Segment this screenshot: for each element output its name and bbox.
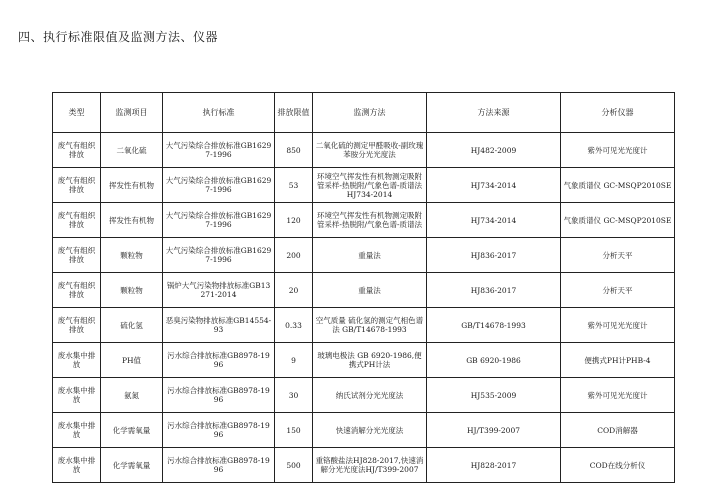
cell-limit: 0.33	[275, 308, 313, 343]
cell-source: HJ535-2009	[427, 378, 561, 413]
cell-item: 挥发性有机物	[101, 203, 163, 238]
cell-standard: 污水综合排放标准GB8978-1996	[163, 448, 275, 483]
cell-instrument: 紫外可见光光度计	[561, 133, 675, 168]
cell-standard: 大气污染综合排放标准GB16297-1996	[163, 238, 275, 273]
table-row	[53, 378, 675, 413]
table-row	[53, 413, 675, 448]
header-standard: 执行标准	[163, 93, 275, 133]
cell-source: HJ734-2014	[427, 203, 561, 238]
standards-table	[52, 92, 675, 483]
cell-method: 二氧化硫的测定甲醛吸收-副玫瑰苯胺分光光度法	[313, 133, 427, 168]
cell-item: 颗粒物	[101, 273, 163, 308]
cell-method: 重铬酸盐法HJ828-2017,快速消解分光光度法HJ/T399-2007	[313, 448, 427, 483]
cell-standard: 恶臭污染物排放标准GB14554-93	[163, 308, 275, 343]
cell-instrument: 气象质谱仪 GC-MSQP2010SE	[561, 203, 675, 238]
cell-item: 化学需氧量	[101, 448, 163, 483]
table-row	[53, 308, 675, 343]
cell-type: 废水集中排放	[53, 378, 101, 413]
cell-source: HJ/T399-2007	[427, 413, 561, 448]
cell-standard: 大气污染综合排放标准GB16297-1996	[163, 133, 275, 168]
cell-standard: 大气污染综合排放标准GB16297-1996	[163, 168, 275, 203]
table-row	[53, 133, 675, 168]
cell-instrument: 紫外可见光光度计	[561, 308, 675, 343]
cell-type: 废水集中排放	[53, 343, 101, 378]
table-row	[53, 168, 675, 203]
section-heading: 四、执行标准限值及监测方法、仪器	[18, 30, 219, 44]
cell-method: 重量法	[313, 238, 427, 273]
cell-method: 环境空气挥发性有机物测定吸附管采样-热脱附/气象色谱-质谱法HJ734-2014	[313, 168, 427, 203]
cell-instrument: 分析天平	[561, 238, 675, 273]
cell-type: 废气有组织排放	[53, 168, 101, 203]
header-limit: 排放限值	[275, 93, 313, 133]
cell-limit: 9	[275, 343, 313, 378]
cell-limit: 53	[275, 168, 313, 203]
cell-limit: 150	[275, 413, 313, 448]
cell-standard: 大气污染综合排放标准GB16297-1996	[163, 203, 275, 238]
header-method: 监测方法	[313, 93, 427, 133]
cell-source: HJ482-2009	[427, 133, 561, 168]
cell-limit: 120	[275, 203, 313, 238]
table-row	[53, 238, 675, 273]
cell-instrument: 紫外可见光光度计	[561, 378, 675, 413]
cell-source: HJ734-2014	[427, 168, 561, 203]
cell-type: 废气有组织排放	[53, 133, 101, 168]
cell-limit: 850	[275, 133, 313, 168]
header-source: 方法来源	[427, 93, 561, 133]
cell-method: 快速消解分光光度法	[313, 413, 427, 448]
cell-method: 空气质量 硫化氢的测定气相色谱法 GB/T14678-1993	[313, 308, 427, 343]
cell-instrument: COD在线分析仪	[561, 448, 675, 483]
header-row	[53, 93, 675, 133]
cell-type: 废气有组织排放	[53, 308, 101, 343]
cell-item: 二氧化硫	[101, 133, 163, 168]
cell-source: GB 6920-1986	[427, 343, 561, 378]
cell-standard: 污水综合排放标准GB8978-1996	[163, 413, 275, 448]
cell-method: 环境空气挥发性有机物测定吸附管采样-热脱附/气象色谱-质谱法	[313, 203, 427, 238]
cell-item: 氨氮	[101, 378, 163, 413]
cell-standard: 污水综合排放标准GB8978-1996	[163, 343, 275, 378]
cell-type: 废气有组织排放	[53, 238, 101, 273]
cell-source: GB/T14678-1993	[427, 308, 561, 343]
cell-instrument: COD消解器	[561, 413, 675, 448]
cell-type: 废气有组织排放	[53, 273, 101, 308]
header-type: 类型	[53, 93, 101, 133]
cell-item: 颗粒物	[101, 238, 163, 273]
cell-method: 重量法	[313, 273, 427, 308]
cell-instrument: 便携式PH计PHB-4	[561, 343, 675, 378]
cell-source: HJ836-2017	[427, 238, 561, 273]
cell-type: 废水集中排放	[53, 448, 101, 483]
table-row	[53, 448, 675, 483]
cell-type: 废水集中排放	[53, 413, 101, 448]
table-row	[53, 343, 675, 378]
cell-instrument: 气象质谱仪 GC-MSQP2010SE	[561, 168, 675, 203]
header-instrument: 分析仪器	[561, 93, 675, 133]
cell-type: 废气有组织排放	[53, 203, 101, 238]
cell-item: 化学需氧量	[101, 413, 163, 448]
cell-limit: 200	[275, 238, 313, 273]
cell-standard: 污水综合排放标准GB8978-1996	[163, 378, 275, 413]
cell-item: PH值	[101, 343, 163, 378]
table-row	[53, 203, 675, 238]
cell-limit: 30	[275, 378, 313, 413]
cell-limit: 500	[275, 448, 313, 483]
cell-instrument: 分析天平	[561, 273, 675, 308]
cell-limit: 20	[275, 273, 313, 308]
cell-standard: 锅炉大气污染物排放标准GB13271-2014	[163, 273, 275, 308]
cell-source: HJ828-2017	[427, 448, 561, 483]
header-item: 监测项目	[101, 93, 163, 133]
cell-item: 硫化氢	[101, 308, 163, 343]
cell-source: HJ836-2017	[427, 273, 561, 308]
cell-method: 纳氏试剂分光光度法	[313, 378, 427, 413]
table-row	[53, 273, 675, 308]
cell-item: 挥发性有机物	[101, 168, 163, 203]
cell-method: 玻璃电极法 GB 6920-1986,便携式PH计法	[313, 343, 427, 378]
